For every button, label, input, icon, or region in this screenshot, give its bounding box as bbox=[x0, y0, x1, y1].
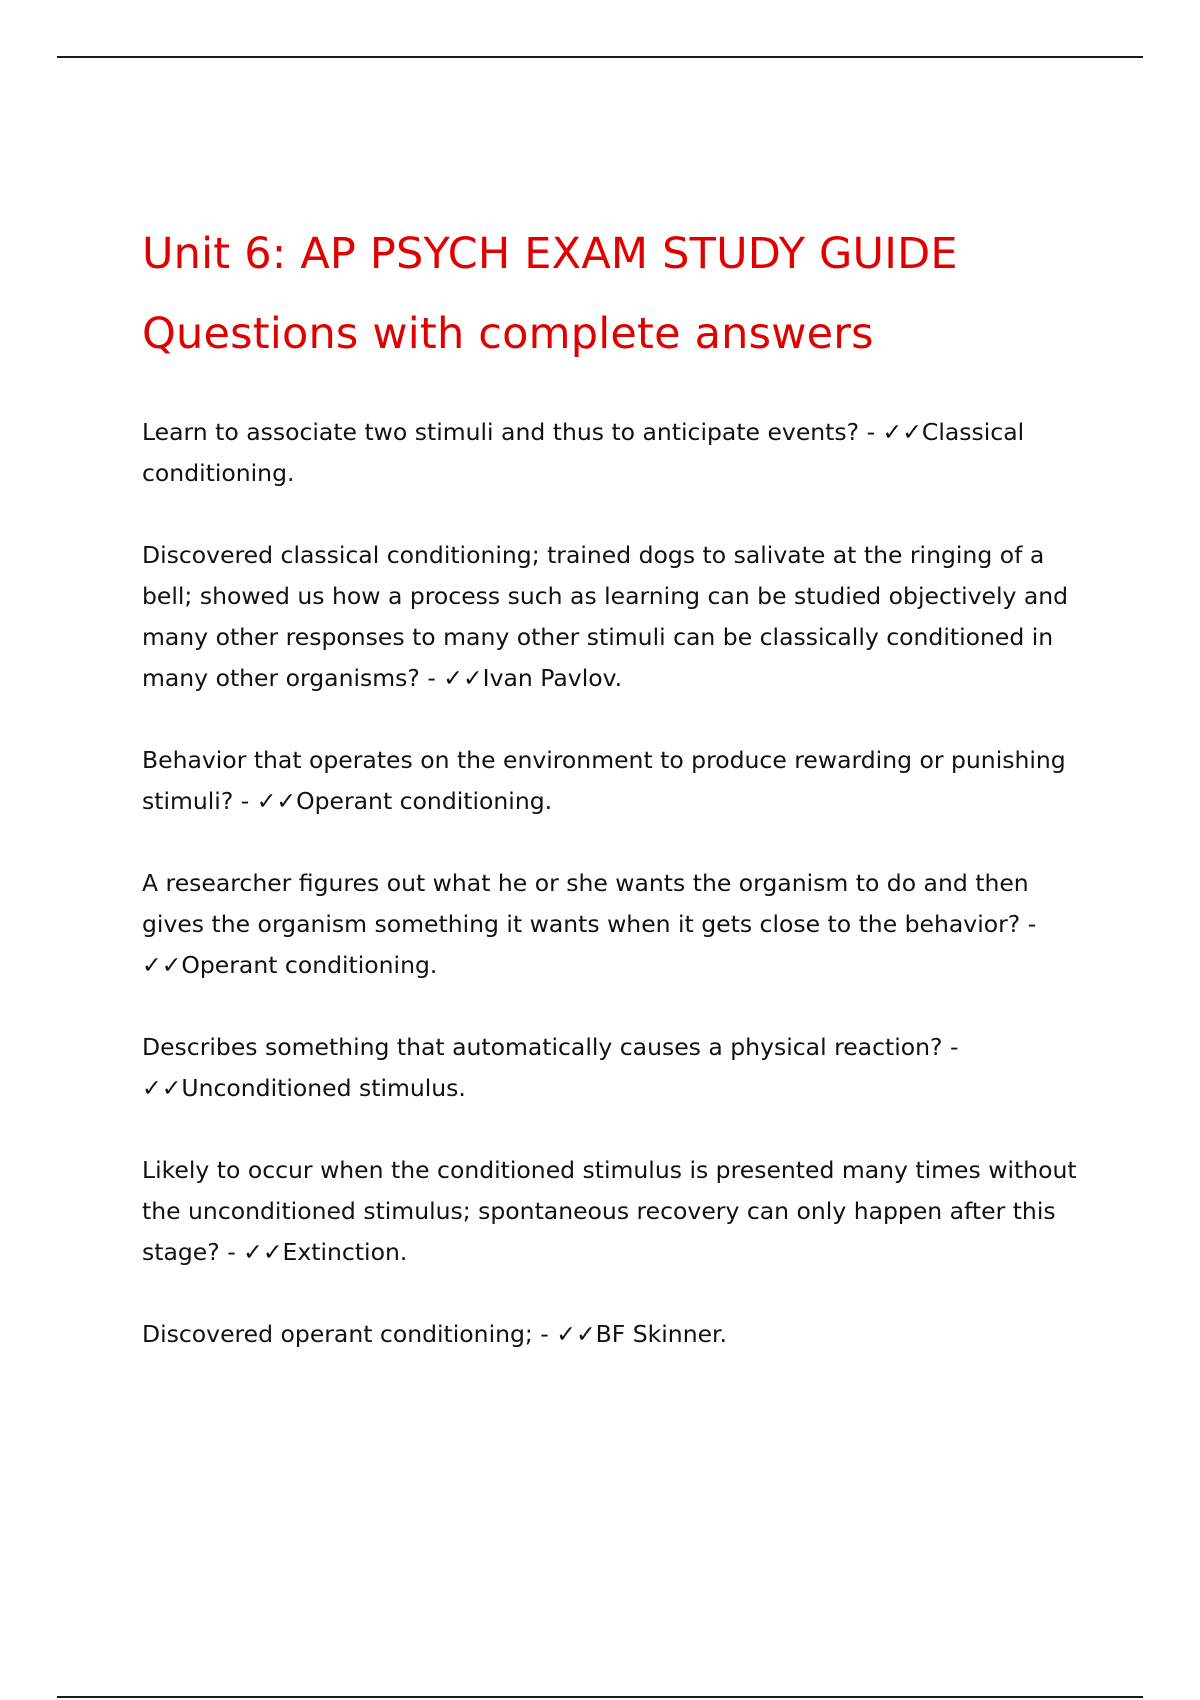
qa-item bbox=[142, 863, 1082, 986]
question-text: Discovered classical conditioning; trained dogs to salivate at the ringing of a bell; showed us how a process such as learning can be studied objectively and many other responses to many other stimuli can be classically conditioned in many other organisms? bbox=[142, 541, 1069, 692]
qa-item bbox=[142, 1150, 1082, 1273]
check-icon: ✓✓ bbox=[256, 787, 297, 815]
answer-text: Ivan Pavlov. bbox=[482, 664, 623, 692]
answer-text: Unconditioned stimulus. bbox=[181, 1074, 466, 1102]
question-text: Behavior that operates on the environment to produce rewarding or punishing stimuli? bbox=[142, 746, 1066, 815]
question-text: Discovered operant conditioning; bbox=[142, 1320, 533, 1348]
check-icon: ✓✓ bbox=[556, 1320, 596, 1348]
title-line-1: Unit 6: AP PSYCH EXAM STUDY GUIDE bbox=[142, 229, 958, 279]
separator: - bbox=[419, 664, 444, 692]
check-icon: ✓✓ bbox=[142, 1074, 182, 1102]
answer-text: Classical conditioning. bbox=[142, 418, 1025, 487]
separator: - bbox=[1020, 910, 1037, 938]
document-body bbox=[142, 214, 1082, 1396]
qa-item bbox=[142, 740, 1082, 822]
question-text: Learn to associate two stimuli and thus to anticipate events? bbox=[142, 418, 860, 446]
separator: - bbox=[942, 1033, 959, 1061]
answer-text: BF Skinner. bbox=[595, 1320, 728, 1348]
answer-text: Extinction. bbox=[282, 1238, 408, 1266]
answer-text: Operant conditioning. bbox=[296, 787, 553, 815]
qa-item bbox=[142, 412, 1082, 494]
check-icon: ✓✓ bbox=[882, 418, 922, 446]
separator: - bbox=[532, 1320, 557, 1348]
top-rule bbox=[57, 56, 1143, 58]
check-icon: ✓✓ bbox=[243, 1238, 283, 1266]
title-line-2: Questions with complete answers bbox=[142, 309, 874, 359]
question-text: Likely to occur when the conditioned stimulus is presented many times without the unconditioned stimulus; spontaneous recovery can only happen after this stage? bbox=[142, 1156, 1077, 1266]
bottom-rule bbox=[57, 1696, 1143, 1698]
document-title bbox=[142, 214, 1082, 374]
check-icon: ✓✓ bbox=[443, 664, 483, 692]
qa-item bbox=[142, 535, 1082, 699]
qa-item bbox=[142, 1027, 1082, 1109]
separator: - bbox=[219, 1238, 244, 1266]
question-text: Describes something that automatically causes a physical reaction? bbox=[142, 1033, 943, 1061]
qa-item bbox=[142, 1314, 1082, 1355]
separator: - bbox=[233, 787, 257, 815]
question-text: A researcher figures out what he or she wants the organism to do and then gives the organism something it wants when it gets close to the behavior? bbox=[142, 869, 1029, 938]
qa-list bbox=[142, 412, 1082, 1355]
separator: - bbox=[859, 418, 883, 446]
answer-text: Operant conditioning. bbox=[181, 951, 438, 979]
check-icon: ✓✓ bbox=[142, 951, 182, 979]
